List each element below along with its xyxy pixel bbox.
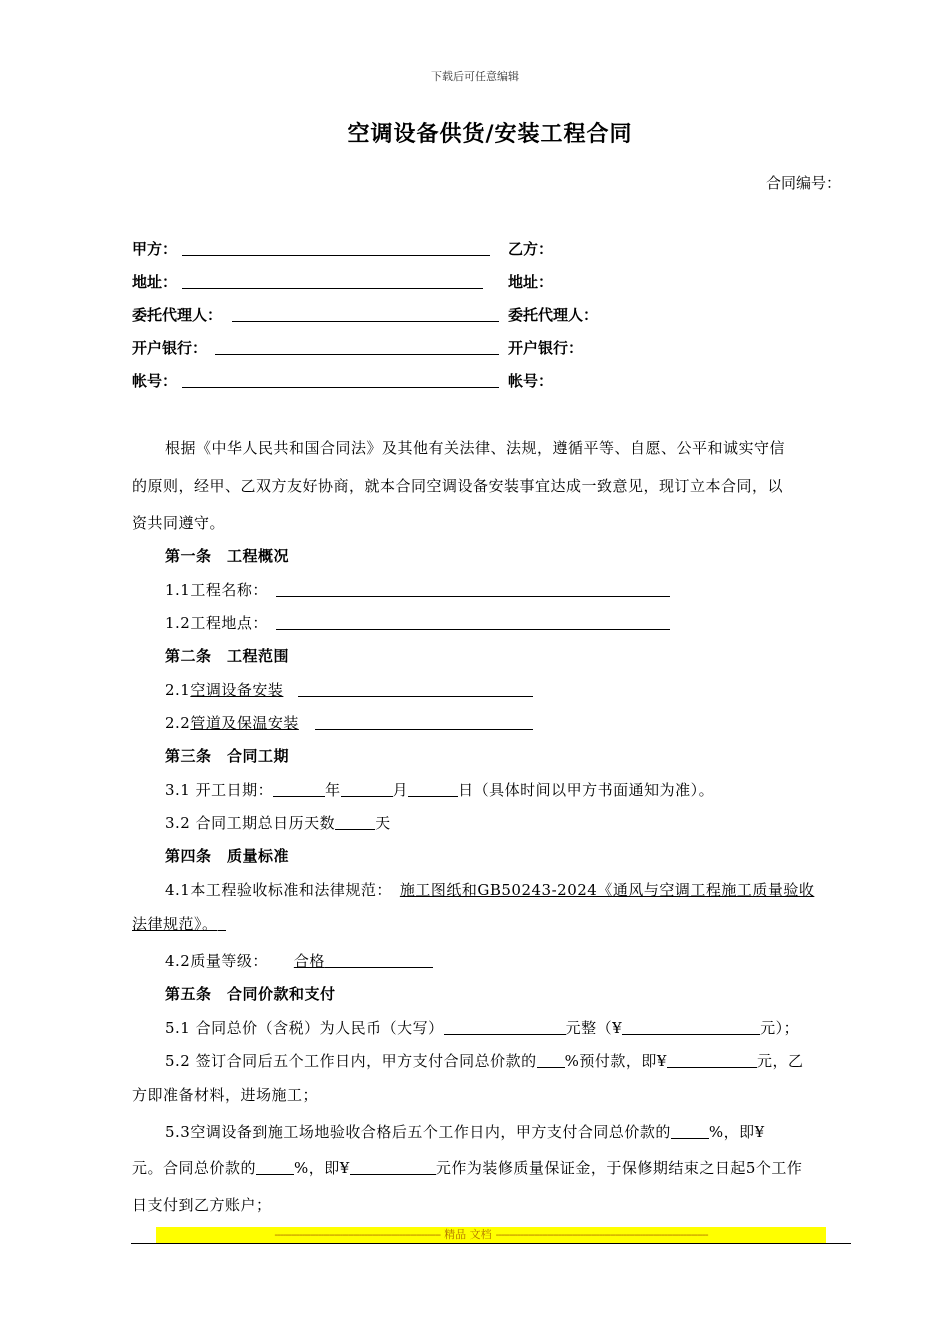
- party-a-account-blank[interactable]: [182, 387, 499, 388]
- item-3-2-prefix: 3.2 合同工期总日历天数: [165, 814, 336, 832]
- item-5-1: [165, 1017, 799, 1038]
- year-label: 年: [325, 781, 341, 799]
- price-number-blank[interactable]: [622, 1019, 760, 1035]
- article-1-heading: 第一条 工程概况: [165, 547, 290, 565]
- item-1-2-blank[interactable]: [276, 629, 670, 630]
- item-3-1: [165, 779, 714, 800]
- item-5-2-line-2: 方即准备材料，进场施工；: [132, 1086, 319, 1104]
- item-5-2-end: 元，乙: [756, 1052, 804, 1070]
- item-3-1-prefix: 3.1 开工日期：: [165, 781, 274, 799]
- party-a-address-blank[interactable]: [182, 288, 483, 289]
- item-5-2-prefix: 5.2 签订合同后五个工作日内，甲方支付合同总价款的: [165, 1052, 537, 1070]
- item-5-3-prefix: 5.3空调设备到施工场地验收合格后五个工作日内，甲方支付合同总价款的: [165, 1123, 671, 1141]
- item-5-1-mid: 元整（¥: [565, 1019, 623, 1037]
- item-4-2-prefix: 4.2质量等级：: [165, 952, 268, 970]
- party-b-label: 乙方：: [508, 240, 554, 258]
- item-5-3: [165, 1121, 765, 1142]
- item-2-2-number: 2.2: [165, 714, 191, 732]
- retention-percent-blank[interactable]: [256, 1159, 294, 1175]
- start-day-blank[interactable]: [408, 781, 458, 797]
- party-a-bank-blank[interactable]: [215, 354, 499, 355]
- intro-line-2: 的原则，经甲、乙双方友好协商，就本合同空调设备安装事宜达成一致意见，现订立本合同，以: [132, 477, 784, 495]
- article-4-heading: 第四条 质量标准: [165, 847, 290, 865]
- party-b-address-label: 地址：: [508, 273, 554, 291]
- quality-grade-blank[interactable]: [325, 952, 433, 968]
- item-2-1-number: 2.1: [165, 681, 191, 699]
- item-2-1-text: 空调设备安装: [190, 681, 284, 699]
- item-2-2: [165, 712, 299, 733]
- footer-banner: ------------------------------------------------------------- 精品 文档 ------------------------------------------------------------------------------: [156, 1227, 826, 1243]
- page-title: 空调设备供货/安装工程合同: [347, 122, 633, 147]
- start-year-blank[interactable]: [273, 781, 325, 797]
- party-a-address-label: 地址：: [132, 273, 178, 291]
- day-note: 日（具体时间以甲方书面通知为准）。: [458, 781, 715, 799]
- item-5-2-mid: %预付款，即¥: [564, 1052, 667, 1070]
- quality-grade-value: 合格: [293, 952, 325, 970]
- item-1-2-label: 1.2工程地点：: [165, 614, 268, 632]
- item-3-2: [165, 812, 391, 833]
- party-a-account-label: 帐号：: [132, 372, 178, 390]
- standard-tail-blank: [218, 915, 226, 931]
- item-5-1-end: 元）；: [760, 1019, 800, 1037]
- footer-text: 精品 文档: [444, 1228, 492, 1241]
- acceptance-standard-line-2: 法律规范》。: [132, 915, 218, 933]
- month-label: 月: [392, 781, 409, 799]
- acceptance-standard-line-1: 施工图纸和GB50243-2024《通风与空调工程施工质量验收: [399, 881, 815, 899]
- item-4-1: [165, 879, 814, 900]
- party-b-bank-label: 开户银行：: [508, 339, 584, 357]
- party-a-agent-blank[interactable]: [232, 321, 499, 322]
- party-a-bank-label: 开户银行：: [132, 339, 208, 357]
- party-b-agent-label: 委托代理人：: [508, 306, 599, 324]
- prepay-percent-blank[interactable]: [537, 1052, 565, 1068]
- footer-rule: [131, 1243, 851, 1244]
- item-5-2: [165, 1050, 803, 1071]
- item-2-1-blank[interactable]: [298, 696, 533, 697]
- intro-line-1: 根据《中华人民共和国合同法》及其他有关法律、法规，遵循平等、自愿、公平和诚实守信: [165, 439, 786, 457]
- days-label: 天: [375, 814, 391, 832]
- item-4-1-cont: [132, 913, 226, 934]
- item-1-1-blank[interactable]: [276, 596, 670, 597]
- item-5-3-line-2-b: %，即¥: [294, 1159, 350, 1177]
- party-a-label: 甲方：: [132, 240, 178, 258]
- start-month-blank[interactable]: [341, 781, 393, 797]
- item-2-2-blank[interactable]: [315, 729, 533, 730]
- item-5-3-mid: %，即¥: [708, 1123, 765, 1141]
- item-5-1-prefix: 5.1 合同总价（含税）为人民币（大写）: [165, 1019, 444, 1037]
- price-words-blank[interactable]: [444, 1019, 566, 1035]
- item-2-1: [165, 679, 283, 700]
- total-days-blank[interactable]: [335, 814, 375, 830]
- contract-number-label: 合同编号：: [766, 174, 842, 192]
- item-5-3-line-3: 日支付到乙方账户；: [132, 1196, 272, 1214]
- item-5-3-line-2-c: 元作为装修质量保证金，于保修期结束之日起5个工作: [435, 1159, 803, 1177]
- article-3-heading: 第三条 合同工期: [165, 747, 290, 765]
- item-5-3-line-2-a: 元。合同总价款的: [132, 1159, 257, 1177]
- item-4-2: [165, 950, 433, 971]
- party-a-blank[interactable]: [182, 255, 490, 256]
- intro-line-3: 资共同遵守。: [132, 514, 226, 532]
- item-5-3-line-2: [132, 1157, 802, 1178]
- article-5-heading: 第五条 合同价款和支付: [165, 985, 336, 1003]
- acceptance-percent-blank[interactable]: [671, 1123, 709, 1139]
- item-2-2-text: 管道及保温安装: [190, 714, 299, 732]
- article-2-heading: 第二条 工程范围: [165, 647, 290, 665]
- party-a-agent-label: 委托代理人：: [132, 306, 223, 324]
- party-b-account-label: 帐号：: [508, 372, 554, 390]
- retention-amount-blank[interactable]: [350, 1159, 436, 1175]
- item-4-1-prefix: 4.1本工程验收标准和法律规范：: [165, 881, 392, 899]
- prepay-amount-blank[interactable]: [667, 1052, 757, 1068]
- header-note: 下载后可任意编辑: [431, 70, 519, 83]
- item-1-1-label: 1.1工程名称：: [165, 581, 268, 599]
